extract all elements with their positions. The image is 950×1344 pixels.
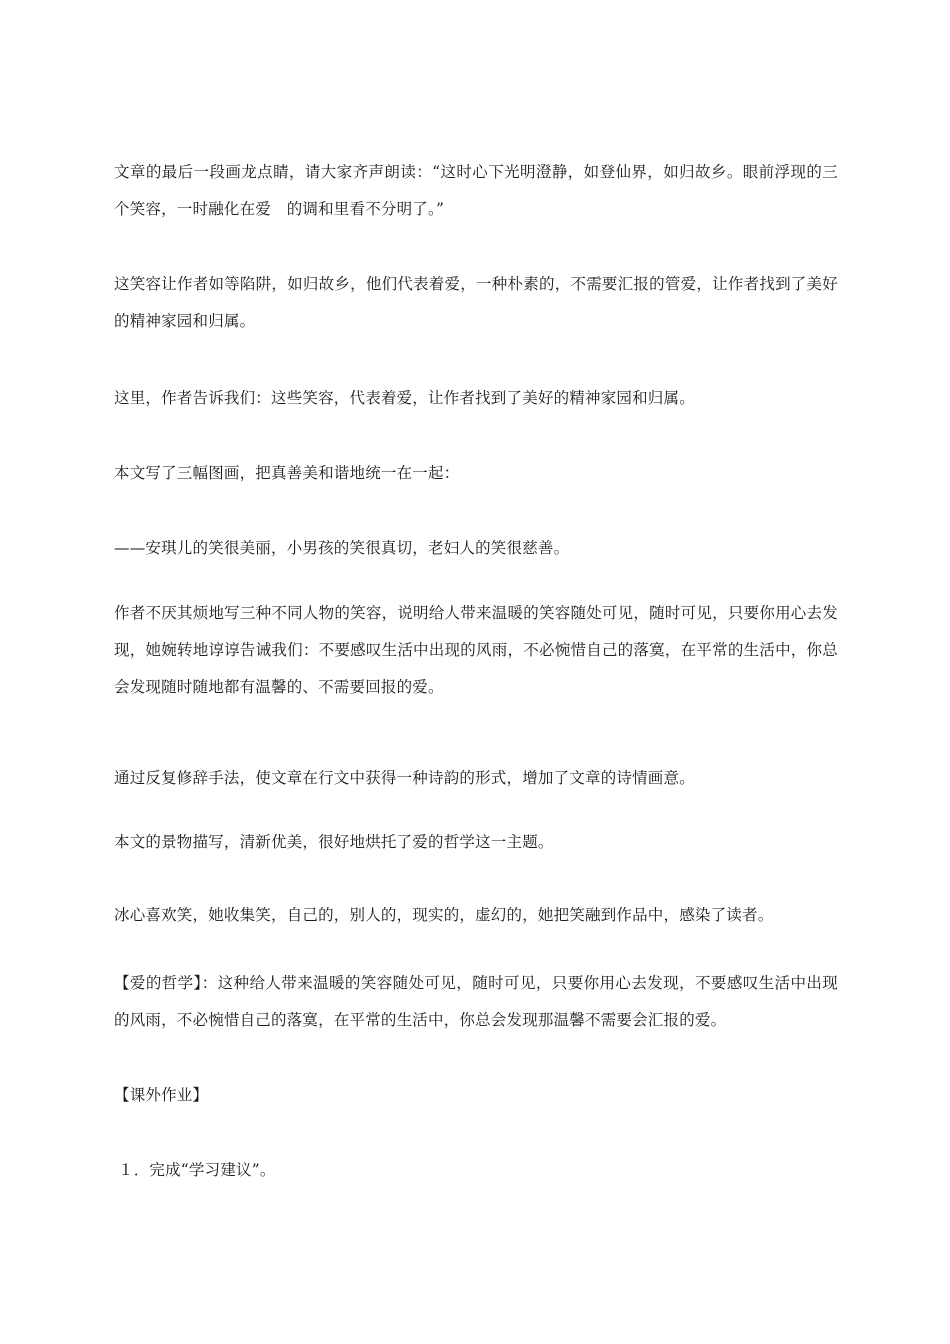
paragraph-philosophy-of-love: 【爱的哲学】：这种给人带来温暖的笑容随处可见，随时可见，只要你用心去发现，不要感叹生活中出现的风雨，不必惋惜自己的落寞，在平常的生活中，你总会发现那温馨不需要会汇报的爱。 [114, 974, 838, 1029]
paragraph-bingxin: 冰心喜欢笑，她收集笑，自己的，别人的，现实的，虚幻的，她把笑融到作品中，感染了读者。 [114, 906, 774, 924]
paragraph-three-pictures: 本文写了三幅图画，把真善美和谐地统一在一起： [114, 464, 460, 482]
paragraph-three-smiles: ——安琪儿的笑很美丽，小男孩的笑很真切，老妇人的笑很慈善。 [114, 539, 570, 557]
paragraph-scenery: 本文的景物描写，清新优美，很好地烘托了爱的哲学这一主题。 [114, 833, 554, 851]
paragraph-smile-meaning: 这笑容让作者如等陷阱，如归故乡，他们代表着爱，一种朴素的，不需要汇报的管爱，让作者找到了美好的精神家园和归属。 [114, 275, 838, 330]
paragraph-author-intent: 作者不厌其烦地写三种不同人物的笑容，说明给人带来温暖的笑容随处可见，随时可见，只要你用心去发现，她婉转地谆谆告诫我们：不要感叹生活中出现的风雨，不必惋惜自己的落寞，在平常的生活中，你总会发现随时随地都有温馨的、不需要回报的爱。 [114, 604, 838, 696]
homework-item-1: １．完成“学习建议”。 [118, 1161, 276, 1179]
paragraph-closing-reading: 文章的最后一段画龙点睛，请大家齐声朗读：“这时心下光明澄静，如登仙界，如归故乡。眼前浮现的三个笑容，一时融化在爱 的调和里看不分明了。” [114, 163, 838, 218]
section-heading-homework: 【课外作业】 [114, 1086, 209, 1104]
paragraph-rhetoric: 通过反复修辞手法，使文章在行文中获得一种诗韵的形式，增加了文章的诗情画意。 [114, 769, 695, 787]
paragraph-author-tells: 这里，作者告诉我们：这些笑容，代表着爱，让作者找到了美好的精神家园和归属。 [114, 389, 695, 407]
